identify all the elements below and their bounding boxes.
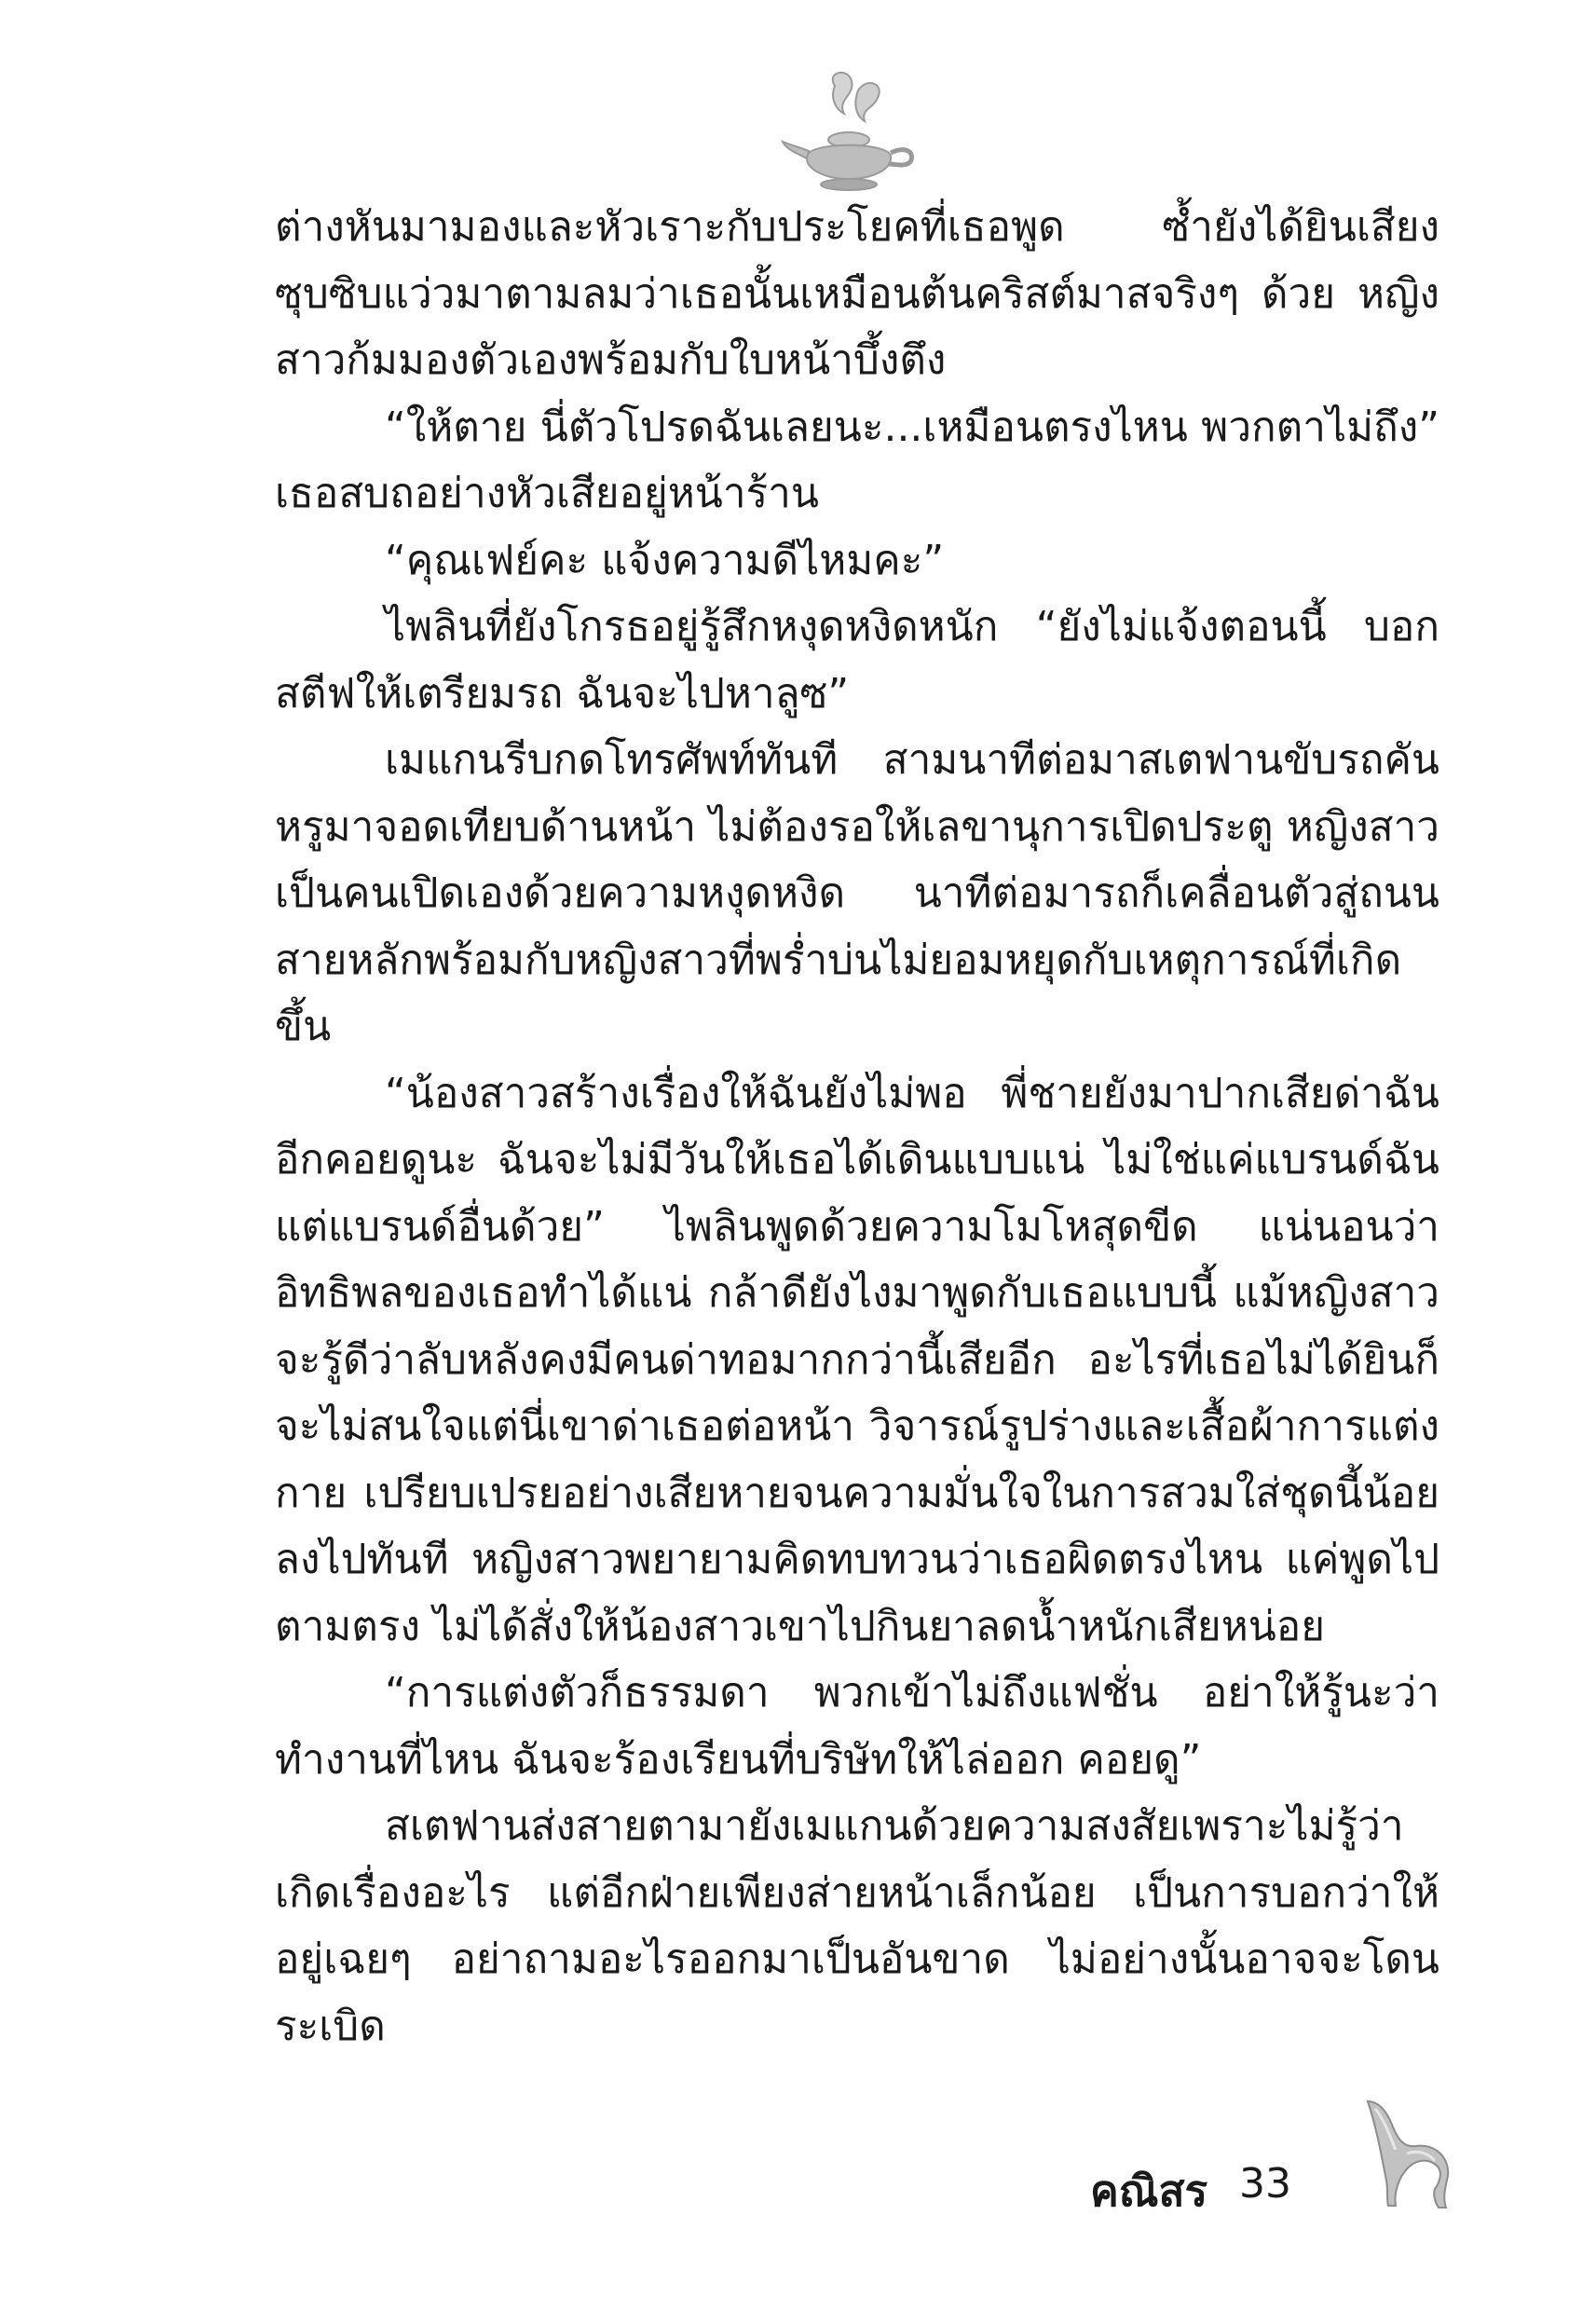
paragraph: “การแต่งตัวก็ธรรมดา พวกเข้าไม่ถึงแฟชั่น อย่าให้รู้นะว่าทำงานที่ไหน ฉันจะร้องเรียนที่บริษัทให้ไล่ออก คอยดู” [275, 1669, 1439, 1784]
paragraph: สเตฟานส่งสายตามายังเมแกนด้วยความสงสัยเพราะไม่รู้ว่าเกิดเรื่องอะไร แต่อีกฝ่ายเพียงส่ายหน้าเล็กน้อย เป็นการบอกว่าให้อยู่เฉยๆ อย่าถามอะไรออกมาเป็นอันขาด ไม่อย่างนั้นอาจจะโดนระเบิด [275, 1802, 1439, 2050]
high-heel-shoe-icon [1349, 2092, 1452, 2213]
footer-author-name: คณิสร [1090, 2166, 1208, 2216]
page-number: 33 [1239, 2160, 1291, 2208]
paragraph: “ให้ตาย นี่ตัวโปรดฉันเลยนะ...เหมือนตรงไหน พวกตาไม่ถึง” เธอสบถอย่างหัวเสียอยู่หน้าร้าน [275, 403, 1439, 517]
body-text [275, 194, 1439, 2059]
genie-lamp-icon [779, 67, 919, 198]
paragraph: เมแกนรีบกดโทรศัพท์ทันที สามนาทีต่อมาสเตฟานขับรถคันหรูมาจอดเทียบด้านหน้า ไม่ต้องรอให้เลขานุการเปิดประตู หญิงสาวเป็นคนเปิดเองด้วยความหงุดหงิด นาทีต่อมารถก็เคลื่อนตัวสู่ถนนสายหลักพร้อมกับหญิงสาวที่พร่ำบ่นไม่ยอมหยุดกับเหตุการณ์ที่เกิดขึ้น [275, 736, 1439, 1050]
paragraph: “คุณเฟย์คะ แจ้งความดีไหมคะ” [385, 536, 945, 584]
paragraph: ไพลินที่ยังโกรธอยู่รู้สึกหงุดหงิดหนัก “ยังไม่แจ้งตอนนี้ บอกสตีฟให้เตรียมรถ ฉันจะไปหาลูซ” [275, 603, 1439, 718]
paragraph: “น้องสาวสร้างเรื่องให้ฉันยังไม่พอ พี่ชายยังมาปากเสียด่าฉันอีกคอยดูนะ ฉันจะไม่มีวันให้เธอได้เดินแบบแน่ ไม่ใช่แค่แบรนด์ฉันแต่แบรนด์อื่นด้วย” ไพลินพูดด้วยความโมโหสุดขีด แน่นอนว่าอิทธิพลของเธอทำได้แน่ กล้าดียังไงมาพูดกับเธอแบบนี้ แม้หญิงสาวจะรู้ดีว่าลับหลังคงมีคนด่าทอมากกว่านี้เสียอีก อะไรที่เธอไม่ได้ยินก็จะไม่สนใจแต่นี่เขาด่าเธอต่อหน้า วิจารณ์รูปร่างและเสื้อผ้าการแต่งกาย เปรียบเปรยอย่างเสียหายจนความมั่นใจในการสวมใส่ชุดนี้น้อยลงไปทันที หญิงสาวพยายามคิดทบทวนว่าเธอผิดตรงไหน แค่พูดไปตามตรง ไม่ได้สั่งให้น้องสาวเขาไปกินยาลดน้ำหนักเสียหน่อย [275, 1069, 1439, 1650]
paragraph: ต่างหันมามองและหัวเราะกับประโยคที่เธอพูด ซ้ำยังได้ยินเสียงซุบซิบแว่วมาตามลมว่าเธอนั้นเหมือนต้นคริสต์มาสจริงๆ ด้วย หญิงสาวก้มมองตัวเองพร้อมกับใบหน้าบึ้งตึง [275, 203, 1439, 384]
